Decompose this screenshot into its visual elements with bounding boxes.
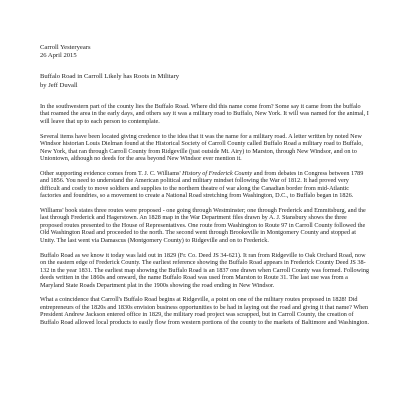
paragraph-6: What a coincidence that Carroll's Buffalo Road begins at Ridgeville, a point on one of the military routes proposed in 1828! Did entrepreneurs of the 1820s and 1830s envision business opportunities to be had in laying out the road and giving it that name? When President Andrew Jackson entered office in 1829, the military road project was scrapped, but in Carroll County, the creation of Buffalo Road allowed local products to easily flow from western portions of the county to the markets of Baltimore and Washington. bbox=[40, 296, 370, 326]
book-title: History of Frederick County bbox=[182, 169, 253, 177]
paragraph-1: In the southwestern part of the county lies the Buffalo Road. Where did this name come from? Some say it came from the buffalo that roamed the area in the early days, and others say it was a military road to Buffalo, New York. It will was named for the animal, I will leave that up to each person to contemplate. bbox=[40, 102, 369, 125]
paragraph-5: Buffalo Road as we know it today was laid out in 1829 (Fr. Co. Deed JS 34-621). It ran from Ridgeville to Oak Orchard Road, now on the eastern edge of Frederick County. The earliest reference showing the Buffalo Road appears in Frederick County Deed JS 38-132 in the year 1831. The earliest map showing the Buffalo Road is an 1837 one drawn when Carroll County was formed. Following deeds written in the 1860s and onward, the name Buffalo Road was used from Marston to Route 31. The last use was from a Maryland State Roads Department plat in the 1900s showing the road ending in New Windsor. bbox=[40, 251, 370, 289]
paragraph-2: Several items have been located giving credence to the idea that it was the name for a military road. A letter written by noted New Windsor historian Louis Dielman found at the Historical Society of Carroll County called Buffalo Road a military road to Buffalo, New York, that ran through Carroll County from Ridgeville (just outside Mt. Airy) to Marston, through New Windsor, and on to Uniontown, although no deeds for the area beyond New Windsor ever mention it. bbox=[40, 132, 363, 162]
article-title: Buffalo Road in Carroll Likely has Roots in Military bbox=[40, 73, 180, 81]
paragraph-3 bbox=[40, 170, 370, 200]
article-date: 26 April 2015 bbox=[40, 52, 77, 60]
paragraph-4: Williams' book states three routes were proposed - one going through Westminster; one through Frederick and Emmitsburg, and the last through Frederick and Hagerstown. An 1828 map in the War Department files drawn by A. J. Stansbury shows the three proposed routes presented to the House of Representatives. One route from Washington to Route 97 in Carroll County followed the Old Washington Road and proceeded to the north. The second went through Brookeville in Montgomery County and stopped at Unity. The last went via Damascus (Montgomery County) to Ridgeville and on to Frederick. bbox=[40, 206, 366, 244]
column-name: Carroll Yesteryears bbox=[40, 44, 91, 51]
paragraph-3-end: and from debates in Congress between 1789 and 1856. You need to understand the American political and military mindset following the War of 1812. It had proved very difficult and costly to move soldiers and supplies to the northern theatre of war along the Canadian border from mid-Atlantic factories and foundries, so a movement to create a National Road stretching from Washington, D.C., to Buffalo began in 1826. bbox=[40, 169, 364, 200]
paragraph-3-start: Other supporting evidence comes from T. J. C. Williams' bbox=[40, 169, 181, 177]
article-byline: by Jeff Duvall bbox=[40, 81, 78, 89]
